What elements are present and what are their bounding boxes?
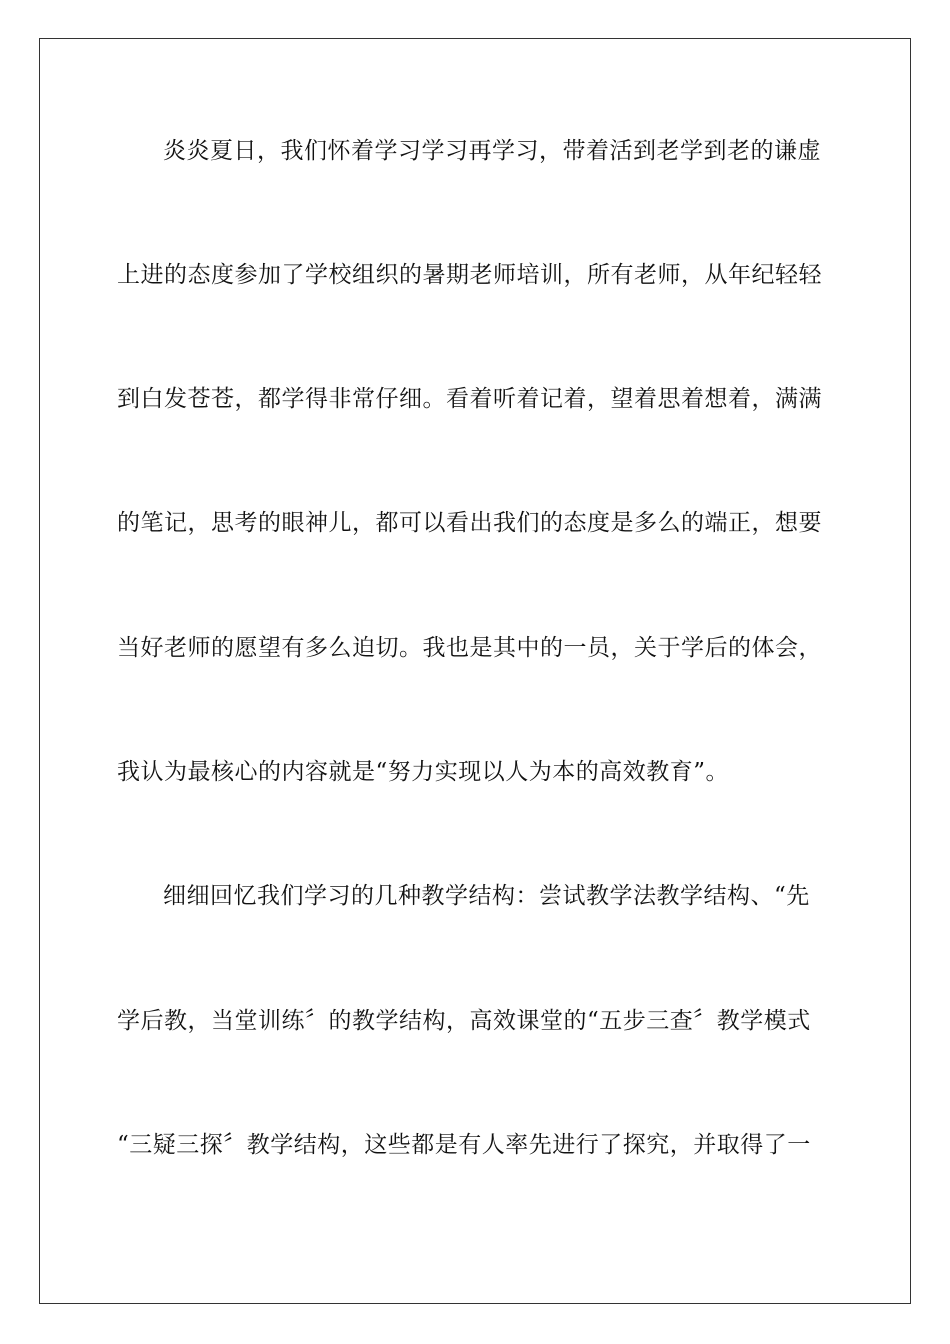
text-line: 上进的态度参加了学校组织的暑期老师培训，所有老师，从年纪轻轻 — [117, 262, 822, 288]
text-line: 炎炎夏日，我们怀着学习学习再学习，带着活到老学到老的谦虚 — [163, 138, 821, 164]
text-line: 当好老师的愿望有多么迫切。我也是其中的一员，关于学后的体会， — [117, 635, 822, 661]
text-line: 的笔记，思考的眼神儿，都可以看出我们的态度是多么的端正，想要 — [117, 510, 822, 536]
text-line: 我认为最核心的内容就是“努力实现以人为本的高效教育”。 — [117, 759, 730, 785]
page-border — [39, 38, 911, 1304]
text-line: 细细回忆我们学习的几种教学结构：尝试教学法教学结构、“先 — [163, 883, 810, 909]
text-line: 学后教，当堂训练〞的教学结构，高效课堂的“五步三查〞教学模式 — [117, 1008, 811, 1034]
text-line: 到白发苍苍，都学得非常仔细。看着听着记着，望着思着想着，满满 — [117, 386, 822, 412]
text-line: “三疑三探〞教学结构，这些都是有人率先进行了探究，并取得了一 — [117, 1132, 811, 1158]
